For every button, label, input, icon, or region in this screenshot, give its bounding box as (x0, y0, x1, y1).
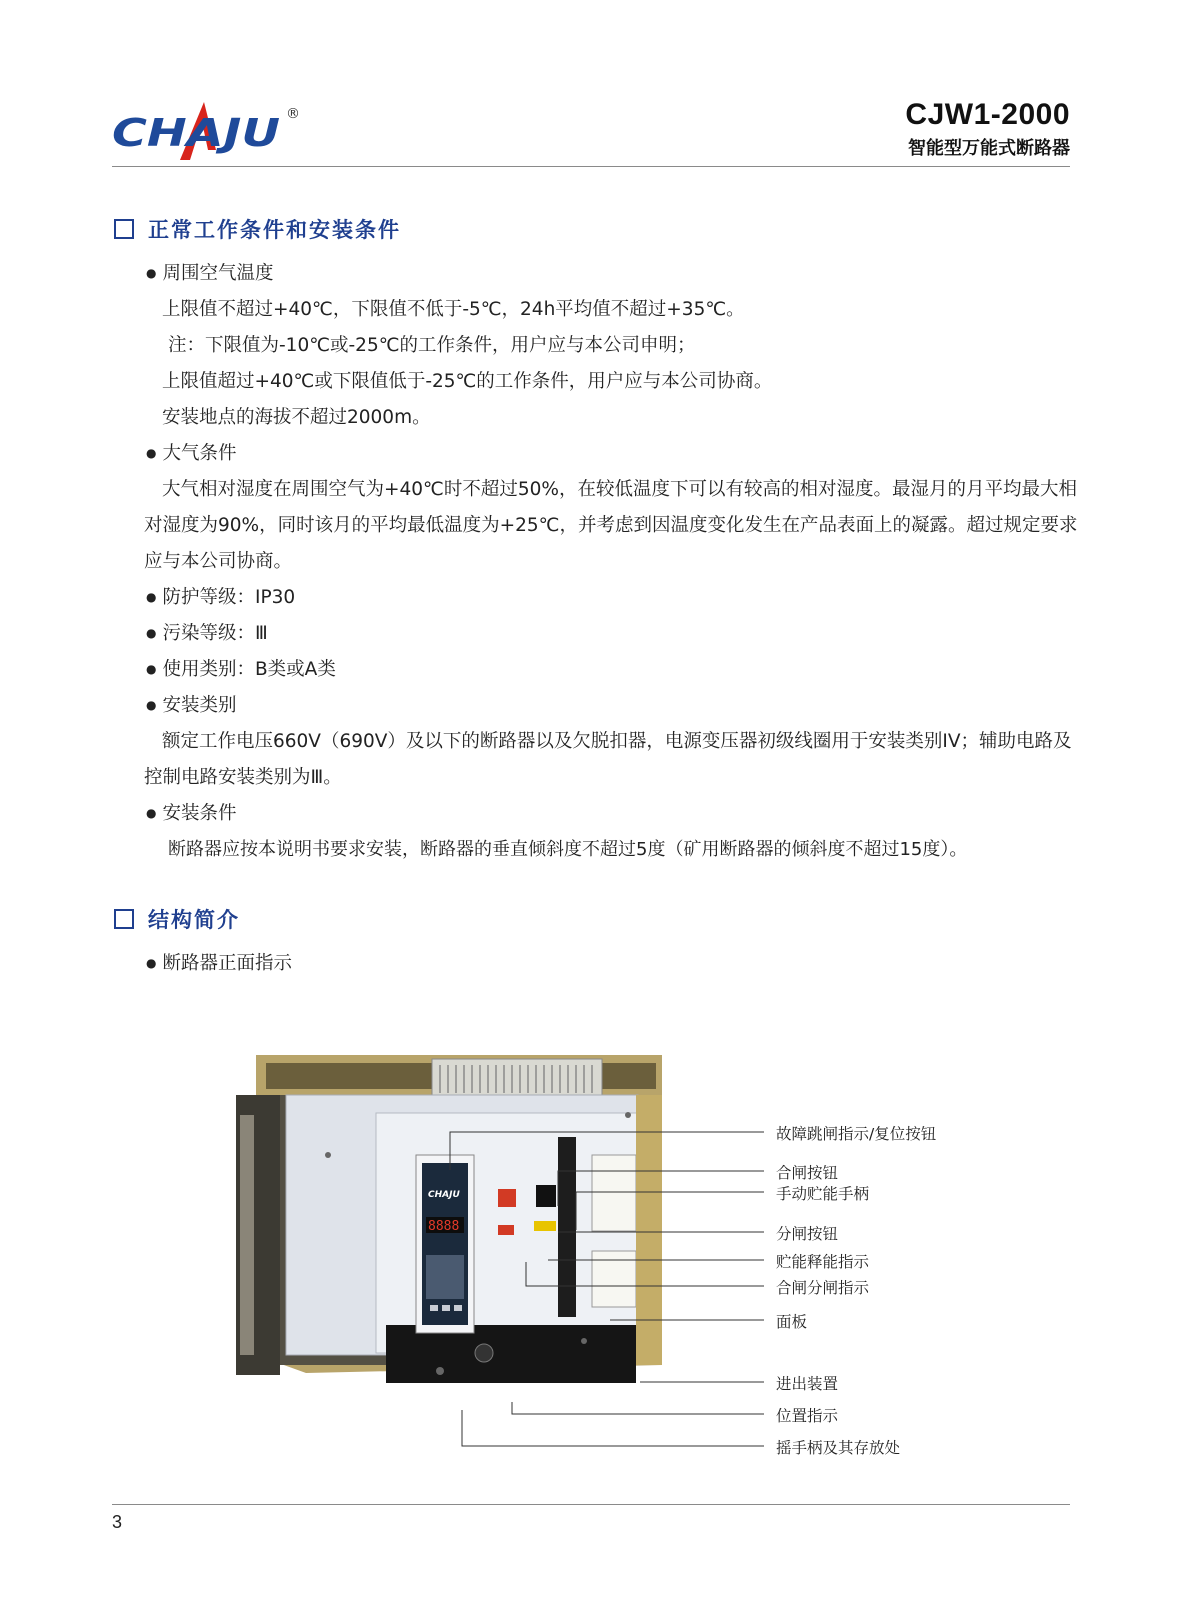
label-close-open-indicator: 合闸分闸指示 (776, 1279, 870, 1297)
label-manual-handle: 手动贮能手柄 (776, 1185, 870, 1203)
bullet-usage: ● 使用类别：B类或A类 (146, 652, 336, 689)
device-brand-text: CHAJU (428, 1190, 460, 1200)
label-inout-device: 进出装置 (776, 1375, 839, 1393)
product-subtitle: 智能型万能式断路器 (908, 138, 1070, 159)
label-crank-storage: 摇手柄及其存放处 (776, 1439, 901, 1457)
bullet-pollution: ● 污染等级：Ⅲ (146, 616, 268, 653)
footer-divider (112, 1504, 1070, 1505)
ambient-temp-line3: 上限值超过+40℃或下限值低于-25℃的工作条件，用户应与本公司协商。 (162, 371, 773, 392)
registered-mark: ® (286, 106, 300, 122)
section-title-text: 正常工作条件和安装条件 (148, 218, 401, 242)
product-model: CJW1-2000 (905, 98, 1070, 131)
ambient-temp-line2: 注：下限值为-10℃或-25℃的工作条件，用户应与本公司申明； (168, 335, 696, 356)
bullet-install-category: ● 安装类别 (146, 688, 237, 725)
ambient-temp-line1: 上限值不超过+40℃，下限值不低于-5℃，24h平均值不超过+35℃。 (162, 299, 745, 320)
page-number: 3 (112, 1512, 123, 1532)
label-panel: 面板 (776, 1313, 808, 1331)
brand-logo-text: CHAJU (112, 111, 281, 155)
bullet-install-condition: ● 安装条件 (146, 796, 237, 833)
section-title-text: 结构简介 (148, 908, 240, 932)
label-open-button: 分闸按钮 (776, 1225, 839, 1243)
label-fault-trip: 故障跳闸指示/复位按钮 (776, 1125, 937, 1143)
device-display-digits: 8888 (428, 1219, 460, 1234)
install-category-text: 额定工作电压660V（690V）及以下的断路器以及欠脱扣器，电源变压器初级线圈用于安装类别IV；辅助电路及控制电路安装类别为Ⅲ。 (144, 731, 1072, 788)
ambient-temp-line4: 安装地点的海拔不超过2000m。 (162, 407, 431, 428)
bullet-atmosphere: ● 大气条件 (146, 436, 237, 473)
label-position-indicator: 位置指示 (776, 1407, 839, 1425)
label-energy-indicator: 贮能释能指示 (776, 1253, 870, 1271)
atmosphere-text: 大气相对湿度在周围空气为+40℃时不超过50%，在较低温度下可以有较高的相对湿度。最湿月的月平均最大相对湿度为90%，同时该月的平均最低温度为+25℃，并考虑到因温度变化发生在产品表面上的凝露。超过规定要求应与本公司协商。 (144, 479, 1078, 572)
bullet-protection: ● 防护等级：IP30 (146, 580, 295, 617)
install-condition-text: 断路器应按本说明书要求安装，断路器的垂直倾斜度不超过5度（矿用断路器的倾斜度不超过15度）。 (168, 839, 968, 860)
bullet-front-indicator: ● 断路器正面指示 (146, 946, 292, 983)
label-close-button: 合闸按钮 (776, 1164, 839, 1182)
bullet-ambient-temp: ● 周围空气温度 (146, 256, 274, 293)
